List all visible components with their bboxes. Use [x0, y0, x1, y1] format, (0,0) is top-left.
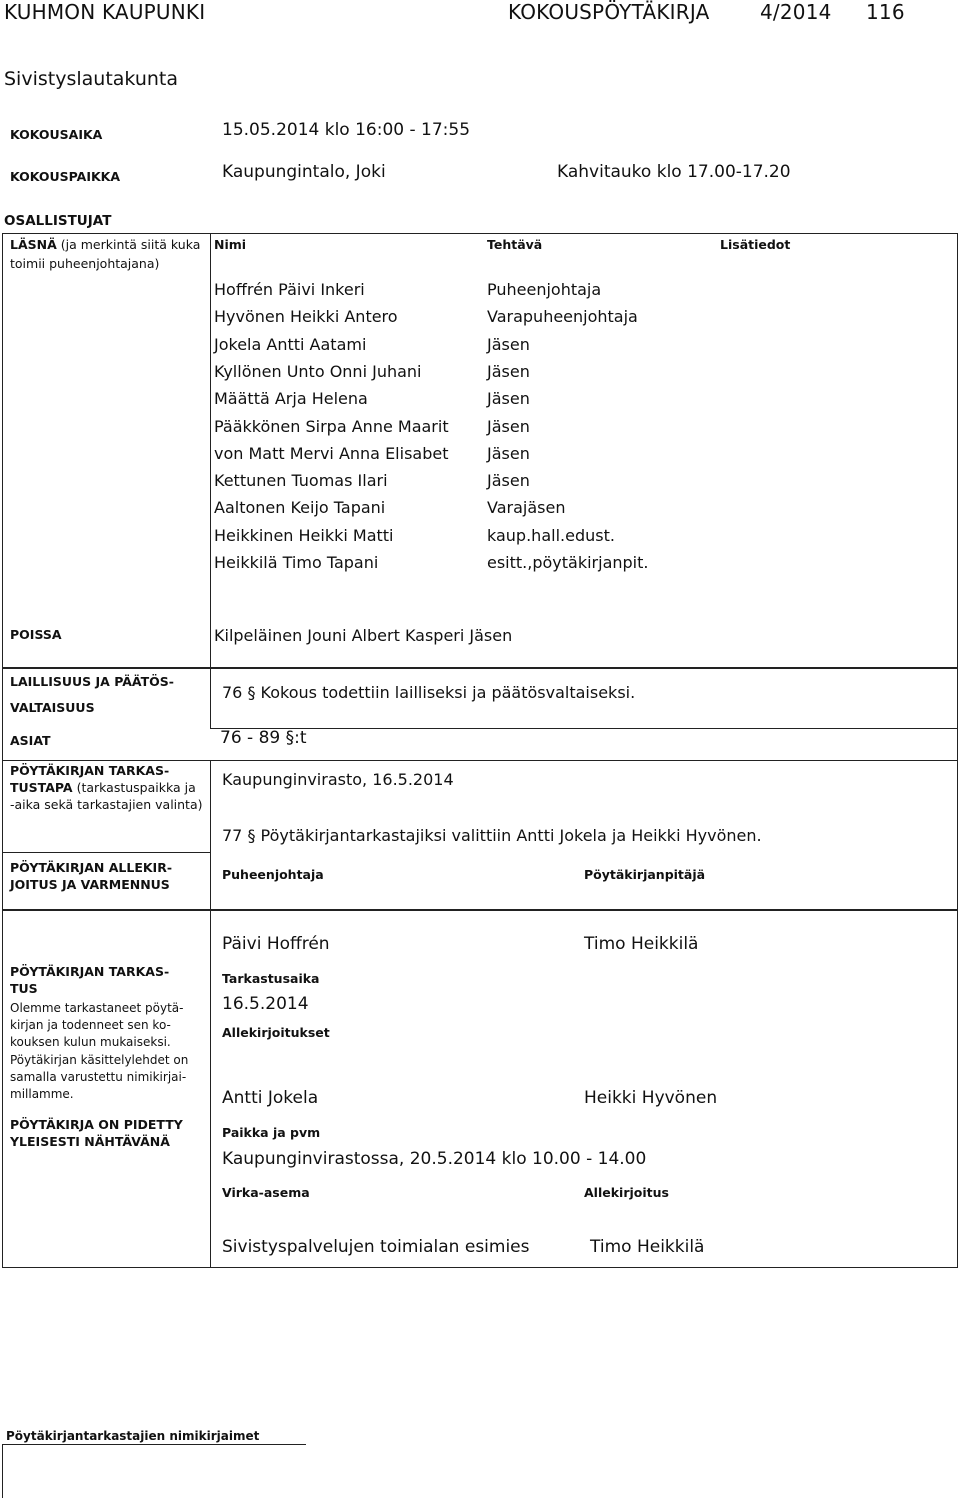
participant-role: Jäsen	[487, 335, 530, 354]
meeting-place-value: Kaupungintalo, Joki	[222, 162, 386, 182]
participant-name: Heikkinen Heikki Matti	[214, 526, 394, 545]
participant-role: Jäsen	[487, 417, 530, 436]
review-time-value: 16.5.2014	[222, 994, 309, 1014]
participants-divider	[210, 233, 211, 668]
participants-label: OSALLISTUJAT	[4, 213, 112, 229]
review-method-label-line	[10, 780, 196, 795]
items-value: 76 - 89 §:t	[220, 728, 307, 748]
participant-name: Hoffrén Päivi Inkeri	[214, 280, 365, 299]
participant-name: Määttä Arja Helena	[214, 389, 368, 408]
municipality-name: KUHMON KAUPUNKI	[4, 0, 206, 24]
meeting-time-label: KOKOUSAIKA	[10, 127, 103, 142]
reviewer-1: Antti Jokela	[222, 1088, 319, 1108]
participant-name: Aaltonen Keijo Tapani	[214, 498, 386, 517]
document-type: KOKOUSPÖYTÄKIRJA	[508, 0, 710, 24]
participant-role: Jäsen	[487, 444, 530, 463]
participant-name: Pääkkönen Sirpa Anne Maarit	[214, 417, 449, 436]
participant-role: Varajäsen	[487, 498, 566, 517]
present-label-line	[10, 237, 200, 252]
present-label: LÄSNÄ	[10, 237, 57, 252]
legality-divider	[210, 668, 211, 728]
reviewer-2: Heikki Hyvönen	[584, 1088, 718, 1108]
position-label: Virka-asema	[222, 1185, 310, 1200]
public-label-1: PÖYTÄKIRJA ON PIDETTY	[10, 1117, 183, 1132]
review-divider	[210, 760, 211, 910]
items-label: ASIAT	[10, 733, 51, 748]
board-name: Sivistyslautakunta	[4, 68, 179, 90]
chair-label: Puheenjohtaja	[222, 867, 324, 882]
legality-text: 76 § Kokous todettiin lailliseksi ja päätösvaltaiseksi.	[222, 683, 636, 702]
participants-box	[2, 233, 958, 668]
public-place-label: Paikka ja pvm	[222, 1125, 321, 1140]
public-place-value: Kaupunginvirastossa, 20.5.2014 klo 10.00 - 14.00	[222, 1149, 647, 1169]
review-label-1: PÖYTÄKIRJAN TARKAS-	[10, 964, 170, 979]
signatures-label: Allekirjoitukset	[222, 1025, 330, 1040]
participant-name: Kettunen Tuomas Ilari	[214, 471, 388, 490]
public-label-2: YLEISESTI NÄHTÄVÄNÄ	[10, 1134, 170, 1149]
document-number: 4/2014	[760, 0, 832, 24]
review-statement: Olemme tarkastaneet pöytä-kirjan ja todenneet sen ko-kouksen kulun mukaiseksi. Pöytäkirjan käsittelylehdet on samalla varustettu nimikirjai-millamme.	[10, 1001, 189, 1102]
footer-left-edge	[2, 1444, 3, 1498]
review-time-label: Tarkastusaika	[222, 971, 320, 986]
legality-label-1: LAILLISUUS JA PÄÄTÖS-	[10, 674, 174, 689]
page-number: 116	[866, 0, 905, 24]
review-method-label-3: -aika sekä tarkastajien valinta)	[10, 797, 203, 812]
column-header-info: Lisätiedot	[720, 237, 791, 252]
review-place: Kaupunginvirasto, 16.5.2014	[222, 770, 454, 789]
participant-name: Kyllönen Unto Onni Juhani	[214, 362, 422, 381]
signing-separator	[2, 852, 210, 853]
participant-role: Puheenjohtaja	[487, 280, 602, 299]
absent-value: Kilpeläinen Jouni Albert Kasperi Jäsen	[214, 626, 513, 645]
participant-role: Jäsen	[487, 362, 530, 381]
participant-name: Hyvönen Heikki Antero	[214, 307, 398, 326]
chair-name: Päivi Hoffrén	[222, 934, 330, 954]
meeting-place-label: KOKOUSPAIKKA	[10, 169, 121, 184]
legality-label-2: VALTAISUUS	[10, 700, 95, 715]
footer-label: Pöytäkirjantarkastajien nimikirjaimet	[6, 1429, 260, 1443]
column-header-name: Nimi	[214, 237, 247, 252]
participant-role: Varapuheenjohtaja	[487, 307, 638, 326]
review-method-label-2: TUSTAPA	[10, 780, 73, 795]
participant-name: Jokela Antti Aatami	[214, 335, 367, 354]
footer-line	[2, 1444, 306, 1445]
secretary-label: Pöytäkirjanpitäjä	[584, 867, 706, 882]
review-box-divider	[210, 910, 211, 1268]
review-label-2: TUS	[10, 981, 38, 996]
present-note: (ja merkintä siitä kuka	[60, 237, 201, 252]
signing-label-1: PÖYTÄKIRJAN ALLEKIR-	[10, 860, 173, 875]
review-method-label-1: PÖYTÄKIRJAN TARKAS-	[10, 763, 170, 778]
review-text: 77 § Pöytäkirjantarkastajiksi valittiin Antti Jokela ja Heikki Hyvönen.	[222, 826, 762, 845]
signature-label: Allekirjoitus	[584, 1185, 669, 1200]
position-value: Sivistyspalvelujen toimialan esimies	[222, 1237, 530, 1257]
legality-separator	[210, 728, 958, 729]
participant-role: Jäsen	[487, 389, 530, 408]
review-method-note: (tarkastuspaikka ja	[72, 780, 196, 795]
public-signer: Timo Heikkilä	[590, 1237, 705, 1257]
items-separator	[2, 760, 958, 761]
participant-role: kaup.hall.edust.	[487, 526, 615, 545]
present-note-2: toimii puheenjohtajana)	[10, 256, 160, 271]
participant-name: von Matt Mervi Anna Elisabet	[214, 444, 449, 463]
signing-label-2: JOITUS JA VARMENNUS	[10, 877, 170, 892]
secretary-name: Timo Heikkilä	[584, 934, 699, 954]
participant-role: esitt.,pöytäkirjanpit.	[487, 553, 649, 572]
participant-role: Jäsen	[487, 471, 530, 490]
coffee-break: Kahvitauko klo 17.00-17.20	[557, 162, 791, 182]
absent-label: POISSA	[10, 627, 62, 642]
participant-name: Heikkilä Timo Tapani	[214, 553, 379, 572]
meeting-time-value: 15.05.2014 klo 16:00 - 17:55	[222, 120, 471, 140]
column-header-role: Tehtävä	[487, 237, 543, 252]
